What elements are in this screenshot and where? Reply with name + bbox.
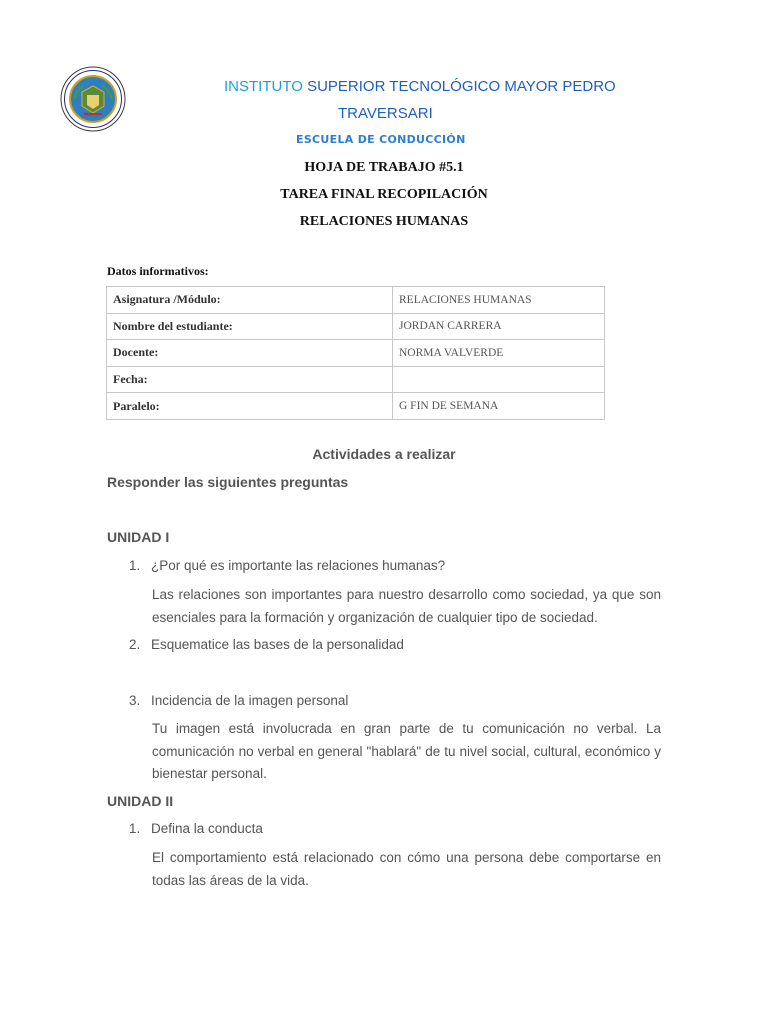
institute-word: INSTITUTO [224,78,303,95]
info-value: G FIN DE SEMANA [393,393,605,420]
info-value: NORMA VALVERDE [393,340,605,367]
institute-seal-icon [60,66,126,132]
info-key: Fecha: [107,366,393,393]
question-text: Incidencia de la imagen personal [151,693,349,708]
institute-name-line1 [224,78,616,95]
activities-heading: Actividades a realizar [312,446,456,462]
subject-title: RELACIONES HUMANAS [299,214,469,229]
sheet-title: HOJA DE TRABAJO #5.1 [304,160,464,175]
institute-name-line2: TRAVERSARI [338,105,433,122]
question-text: Defina la conducta [151,821,263,836]
info-key: Asignatura /Módulo: [107,287,393,314]
table-row [107,313,605,340]
question-text: Esquematice las bases de la personalidad [151,637,404,652]
question-item [129,558,445,573]
activities-instruction: Responder las siguientes preguntas [107,474,349,490]
info-value: RELACIONES HUMANAS [393,287,605,314]
question-number: 1. [129,558,141,573]
info-key: Paralelo: [107,393,393,420]
info-key: Nombre del estudiante: [107,313,393,340]
unit-2-title: UNIDAD II [107,793,174,809]
question-number: 2. [129,637,141,652]
table-row [107,287,605,314]
info-label: Datos informativos: [107,264,209,278]
info-value [393,366,605,393]
answer-text: El comportamiento está relacionado con cómo una persona debe comportarse en todas las áreas de la vida. [152,850,661,888]
institute-name-rest: SUPERIOR TECNOLÓGICO MAYOR PEDRO [307,78,616,95]
school-name: ESCUELA DE CONDUCCIÓN [296,133,466,146]
table-row [107,393,605,420]
question-item [129,693,348,708]
unit-1-title: UNIDAD I [107,529,170,545]
info-table [106,286,605,420]
answer-text: Tu imagen está involucrada en gran parte de tu comunicación no verbal. La comunicación no verbal en general "hablará" de tu nivel social, cultural, económico y bienestar personal. [152,721,661,781]
task-title: TAREA FINAL RECOPILACIÓN [280,187,488,202]
table-row [107,340,605,367]
question-number: 3. [129,693,141,708]
answer-text: Las relaciones son importantes para nuestro desarrollo como sociedad, ya que son esenciales para la formación y organización de cualquier tipo de sociedad. [152,587,661,625]
info-value: JORDAN CARRERA [393,313,605,340]
table-row [107,366,605,393]
question-item [129,821,263,836]
question-text: ¿Por qué es importante las relaciones humanas? [151,558,446,573]
info-key: Docente: [107,340,393,367]
question-number: 1. [129,821,141,836]
question-item [129,637,404,652]
